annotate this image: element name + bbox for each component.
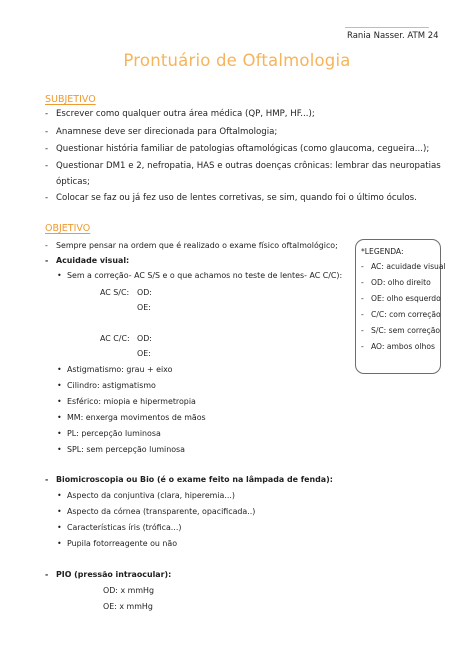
- pio-title: - PIO (pressão intraocular):: [45, 570, 172, 579]
- subjetivo-item-continuation: ópticas;: [56, 177, 90, 187]
- acuidade-item: • MM: enxerga movimentos de mãos: [57, 413, 206, 422]
- acuidade-item: • SPL: sem percepção luminosa: [57, 445, 185, 454]
- subjetivo-item: - Escrever como qualquer outra área médica (QP, HMP, HF...);: [45, 109, 315, 119]
- subjetivo-item: - Questionar DM1 e 2, nefropatia, HAS e outras doenças crônicas: lembrar das neuropatias: [45, 161, 441, 171]
- sem-correcao-item: • Sem a correção- AC S/S e o que achamos no teste de lentes- AC C/C):: [57, 271, 343, 280]
- subjetivo-item: - Questionar história familiar de patologias oftamológicas (como glaucoma, cegueira...);: [45, 144, 430, 154]
- ac-cc-od: OD:: [137, 334, 152, 343]
- subjetivo-item: - Anamnese deve ser direcionada para Oftalmologia;: [45, 127, 278, 137]
- ac-sc-oe: OE:: [137, 303, 151, 312]
- ac-cc-oe: OE:: [137, 349, 151, 358]
- legend-item: - C/C: com correção: [361, 310, 441, 319]
- ac-sc-od: OD:: [137, 288, 152, 297]
- acuidade-item: • Astigmatismo: grau + eixo: [57, 365, 173, 374]
- legend-item: - S/C: sem correção: [361, 326, 441, 335]
- legend-item: - OE: olho esquerdo: [361, 294, 441, 303]
- legend-title: *LEGENDA:: [361, 247, 404, 256]
- acuidade-item: • Cilindro: astigmatismo: [57, 381, 156, 390]
- ac-sc-label: AC S/C:: [100, 288, 130, 297]
- subjetivo-item: - Colocar se faz ou já fez uso de lentes corretivas, se sim, quando foi o último óculos.: [45, 193, 417, 203]
- legend-box: [355, 239, 446, 374]
- header-rule: [345, 27, 429, 28]
- acuidade-item: • Esférico: miopia e hipermetropia: [57, 397, 196, 406]
- bio-item: • Pupila fotorreagente ou não: [57, 539, 178, 548]
- pio-od: OD: x mmHg: [103, 586, 154, 595]
- legend-item: - OD: olho direito: [361, 278, 431, 287]
- author-label: Rania Nasser. ATM 24: [347, 31, 439, 41]
- bio-item: • Aspecto da conjuntiva (clara, hiperemia...): [57, 491, 235, 500]
- acuidade-item: • PL: percepção luminosa: [57, 429, 161, 438]
- bio-item: • Características íris (trófica...): [57, 523, 182, 532]
- legend-item: - AC: acuidade visual: [361, 262, 446, 271]
- page-title: Prontuário de Oftalmologia: [123, 51, 351, 70]
- ac-cc-label: AC C/C:: [100, 334, 130, 343]
- acuidade-title: - Acuidade visual:: [45, 256, 130, 265]
- pio-oe: OE: x mmHg: [103, 602, 153, 611]
- bio-title: - Biomicroscopia ou Bio (é o exame feito na lâmpada de fenda):: [45, 475, 333, 484]
- objetivo-intro: - Sempre pensar na ordem que é realizado o exame físico oftalmológico;: [45, 241, 338, 250]
- objetivo-heading: OBJETIVO: [45, 223, 91, 234]
- bio-item: • Aspecto da córnea (transparente, opacificada..): [57, 507, 256, 516]
- legend-item: - AO: ambos olhos: [361, 342, 435, 351]
- subjetivo-heading: SUBJETIVO: [45, 94, 96, 105]
